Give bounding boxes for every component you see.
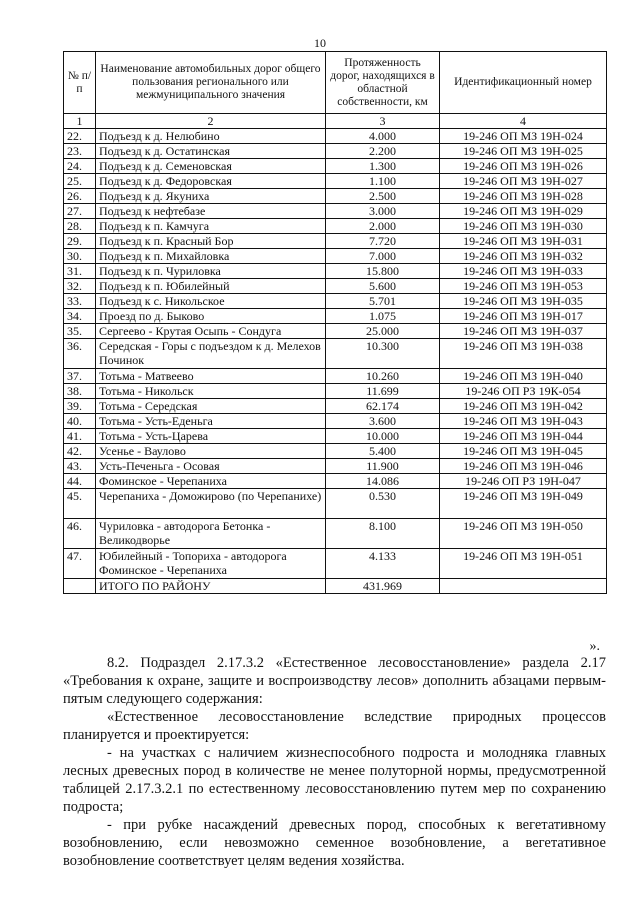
table-row [64, 489, 607, 519]
road-length: 1.300 [326, 159, 440, 174]
row-number: 32. [64, 279, 96, 294]
table-row [64, 189, 607, 204]
row-number: 36. [64, 339, 96, 369]
road-id: 19-246 ОП МЗ 19Н-029 [440, 204, 607, 219]
road-length: 1.100 [326, 174, 440, 189]
road-name: Сергеево - Крутая Осыпь - Сондуга [96, 324, 326, 339]
road-id: 19-246 ОП МЗ 19Н-046 [440, 459, 607, 474]
road-id: 19-246 ОП МЗ 19Н-032 [440, 249, 607, 264]
paragraph: «Естественное лесовосстановление вследствие природных процессов планируется и проектируется: [63, 709, 606, 743]
table-row [64, 294, 607, 309]
road-name: Усенье - Ваулово [96, 444, 326, 459]
road-length: 5.600 [326, 279, 440, 294]
row-number: 29. [64, 234, 96, 249]
road-name: Тотьма - Усть-Еденьга [96, 414, 326, 429]
row-number: 44. [64, 474, 96, 489]
row-number: 39. [64, 399, 96, 414]
road-name: Подъезд к п. Юбилейный [96, 279, 326, 294]
row-number: 30. [64, 249, 96, 264]
road-length: 1.075 [326, 309, 440, 324]
road-id: 19-246 ОП МЗ 19Н-031 [440, 234, 607, 249]
road-length: 7.720 [326, 234, 440, 249]
header-length: Протяженность дорог, находящихся в областной собственности, км [326, 52, 440, 114]
road-id: 19-246 ОП РЗ 19К-054 [440, 384, 607, 399]
road-length: 7.000 [326, 249, 440, 264]
index-cell: 3 [326, 114, 440, 129]
total-length: 431.969 [326, 579, 440, 594]
row-number: 42. [64, 444, 96, 459]
total-row [64, 579, 607, 594]
road-id: 19-246 ОП РЗ 19Н-047 [440, 474, 607, 489]
road-id: 19-246 ОП МЗ 19Н-030 [440, 219, 607, 234]
table-row [64, 264, 607, 279]
road-name: Юбилейный - Топориха - автодорога Фоминское - Черепаниха [96, 549, 326, 579]
table-row [64, 204, 607, 219]
road-id: 19-246 ОП МЗ 19Н-053 [440, 279, 607, 294]
road-name: Тотьма - Усть-Царева [96, 429, 326, 444]
row-number: 33. [64, 294, 96, 309]
table-row [64, 279, 607, 294]
road-id: 19-246 ОП МЗ 19Н-042 [440, 399, 607, 414]
total-id-cell [440, 579, 607, 594]
table-row [64, 129, 607, 144]
road-name: Подъезд к д. Якуниха [96, 189, 326, 204]
row-number: 24. [64, 159, 96, 174]
road-length: 15.800 [326, 264, 440, 279]
paragraph: - при рубке насаждений древесных пород, способных к вегетативному возобновлению, если невозможно семенное возобновление, а вегетативное возобновление соответствует целям ведения хозяйства. [63, 817, 606, 869]
table-row [64, 444, 607, 459]
table-row [64, 309, 607, 324]
road-id: 19-246 ОП МЗ 19Н-040 [440, 369, 607, 384]
road-name: Тотьма - Никольск [96, 384, 326, 399]
table-row [64, 219, 607, 234]
road-id: 19-246 ОП МЗ 19Н-037 [440, 324, 607, 339]
row-number: 40. [64, 414, 96, 429]
row-number: 26. [64, 189, 96, 204]
road-id: 19-246 ОП МЗ 19Н-017 [440, 309, 607, 324]
road-name: Подъезд к п. Красный Бор [96, 234, 326, 249]
road-length: 14.086 [326, 474, 440, 489]
road-length: 2.500 [326, 189, 440, 204]
road-name: Подъезд к п. Камчуга [96, 219, 326, 234]
road-length: 3.600 [326, 414, 440, 429]
road-name: Подъезд к д. Федоровская [96, 174, 326, 189]
road-id: 19-246 ОП МЗ 19Н-045 [440, 444, 607, 459]
paragraph: 8.2. Подраздел 2.17.3.2 «Естественное лесовосстановление» раздела 2.17 «Требования к охране, защите и воспроизводству лесов» дополнить абзацами первым-пятым следующего содержания: [63, 655, 606, 707]
table-row [64, 549, 607, 579]
road-length: 4.000 [326, 129, 440, 144]
table-row [64, 144, 607, 159]
table-header-row [64, 52, 607, 114]
table-row [64, 384, 607, 399]
road-name: Подъезд к д. Нелюбино [96, 129, 326, 144]
road-name: Подъезд к нефтебазе [96, 204, 326, 219]
table-row [64, 174, 607, 189]
header-id: Идентификационный номер [440, 52, 607, 114]
road-length: 10.260 [326, 369, 440, 384]
road-length: 11.900 [326, 459, 440, 474]
index-cell: 1 [64, 114, 96, 129]
road-id: 19-246 ОП МЗ 19Н-026 [440, 159, 607, 174]
road-length: 25.000 [326, 324, 440, 339]
row-number: 35. [64, 324, 96, 339]
table-index-row [64, 114, 607, 129]
row-number: 37. [64, 369, 96, 384]
row-number: 34. [64, 309, 96, 324]
header-road-name: Наименование автомобильных дорог общего пользования регионального или межмуниципального значения [96, 52, 326, 114]
road-name: Тотьма - Середская [96, 399, 326, 414]
road-name: Подъезд к п. Михайловка [96, 249, 326, 264]
road-length: 62.174 [326, 399, 440, 414]
row-number: 47. [64, 549, 96, 579]
road-name: Черепаниха - Доможирово (по Черепанихе) [96, 489, 326, 519]
table-row [64, 459, 607, 474]
table-row [64, 474, 607, 489]
road-length: 2.000 [326, 219, 440, 234]
road-name: Усть-Печеньга - Осовая [96, 459, 326, 474]
road-length: 8.100 [326, 519, 440, 549]
road-id: 19-246 ОП МЗ 19Н-038 [440, 339, 607, 369]
table-row [64, 234, 607, 249]
road-length: 3.000 [326, 204, 440, 219]
road-id: 19-246 ОП МЗ 19Н-051 [440, 549, 607, 579]
amendment-text [63, 654, 606, 870]
index-cell: 4 [440, 114, 607, 129]
road-length: 11.699 [326, 384, 440, 399]
road-name: Чуриловка - автодорога Бетонка - Великодворье [96, 519, 326, 549]
road-length: 5.701 [326, 294, 440, 309]
table-row [64, 339, 607, 369]
road-name: Проезд по д. Быково [96, 309, 326, 324]
road-name: Подъезд к с. Никольское [96, 294, 326, 309]
road-id: 19-246 ОП МЗ 19Н-044 [440, 429, 607, 444]
row-number: 31. [64, 264, 96, 279]
roads-table [63, 51, 607, 594]
road-id: 19-246 ОП МЗ 19Н-028 [440, 189, 607, 204]
road-length: 4.133 [326, 549, 440, 579]
table-row [64, 159, 607, 174]
row-number: 22. [64, 129, 96, 144]
road-id: 19-246 ОП МЗ 19Н-033 [440, 264, 607, 279]
header-number: № п/п [64, 52, 96, 114]
road-id: 19-246 ОП МЗ 19Н-043 [440, 414, 607, 429]
row-number: 27. [64, 204, 96, 219]
total-label: ИТОГО ПО РАЙОНУ [96, 579, 326, 594]
row-number: 41. [64, 429, 96, 444]
table-row [64, 399, 607, 414]
road-id: 19-246 ОП МЗ 19Н-027 [440, 174, 607, 189]
road-length: 10.300 [326, 339, 440, 369]
page-number: 10 [314, 36, 326, 50]
road-id: 19-246 ОП МЗ 19Н-049 [440, 489, 607, 519]
index-cell: 2 [96, 114, 326, 129]
table-row [64, 324, 607, 339]
road-name: Подъезд к д. Остатинская [96, 144, 326, 159]
road-name: Тотьма - Матвеево [96, 369, 326, 384]
road-id: 19-246 ОП МЗ 19Н-050 [440, 519, 607, 549]
road-length: 5.400 [326, 444, 440, 459]
road-id: 19-246 ОП МЗ 19Н-024 [440, 129, 607, 144]
row-number: 23. [64, 144, 96, 159]
road-id: 19-246 ОП МЗ 19Н-025 [440, 144, 607, 159]
road-length: 10.000 [326, 429, 440, 444]
row-number: 45. [64, 489, 96, 519]
road-id: 19-246 ОП МЗ 19Н-035 [440, 294, 607, 309]
table-row [64, 429, 607, 444]
table-row [64, 519, 607, 549]
road-name: Фоминское - Черепаниха [96, 474, 326, 489]
road-name: Середская - Горы с подъездом к д. Мелехов Починок [96, 339, 326, 369]
table-row [64, 414, 607, 429]
table-row [64, 369, 607, 384]
road-length: 0.530 [326, 489, 440, 519]
row-number: 46. [64, 519, 96, 549]
row-number: 28. [64, 219, 96, 234]
row-number: 25. [64, 174, 96, 189]
road-name: Подъезд к п. Чуриловка [96, 264, 326, 279]
paragraph: - на участках с наличием жизнеспособного подроста и молодняка главных лесных древесных пород в количестве не менее полуторной нормы, предусмотренной таблицей 2.17.3.2.1 по естественному лесовосстановлению путем мер по сохранению подроста; [63, 745, 606, 815]
row-number: 38. [64, 384, 96, 399]
row-number: 43. [64, 459, 96, 474]
total-number-cell [64, 579, 96, 594]
road-name: Подъезд к д. Семеновская [96, 159, 326, 174]
closing-quote: ». [589, 639, 600, 654]
table-row [64, 249, 607, 264]
road-length: 2.200 [326, 144, 440, 159]
